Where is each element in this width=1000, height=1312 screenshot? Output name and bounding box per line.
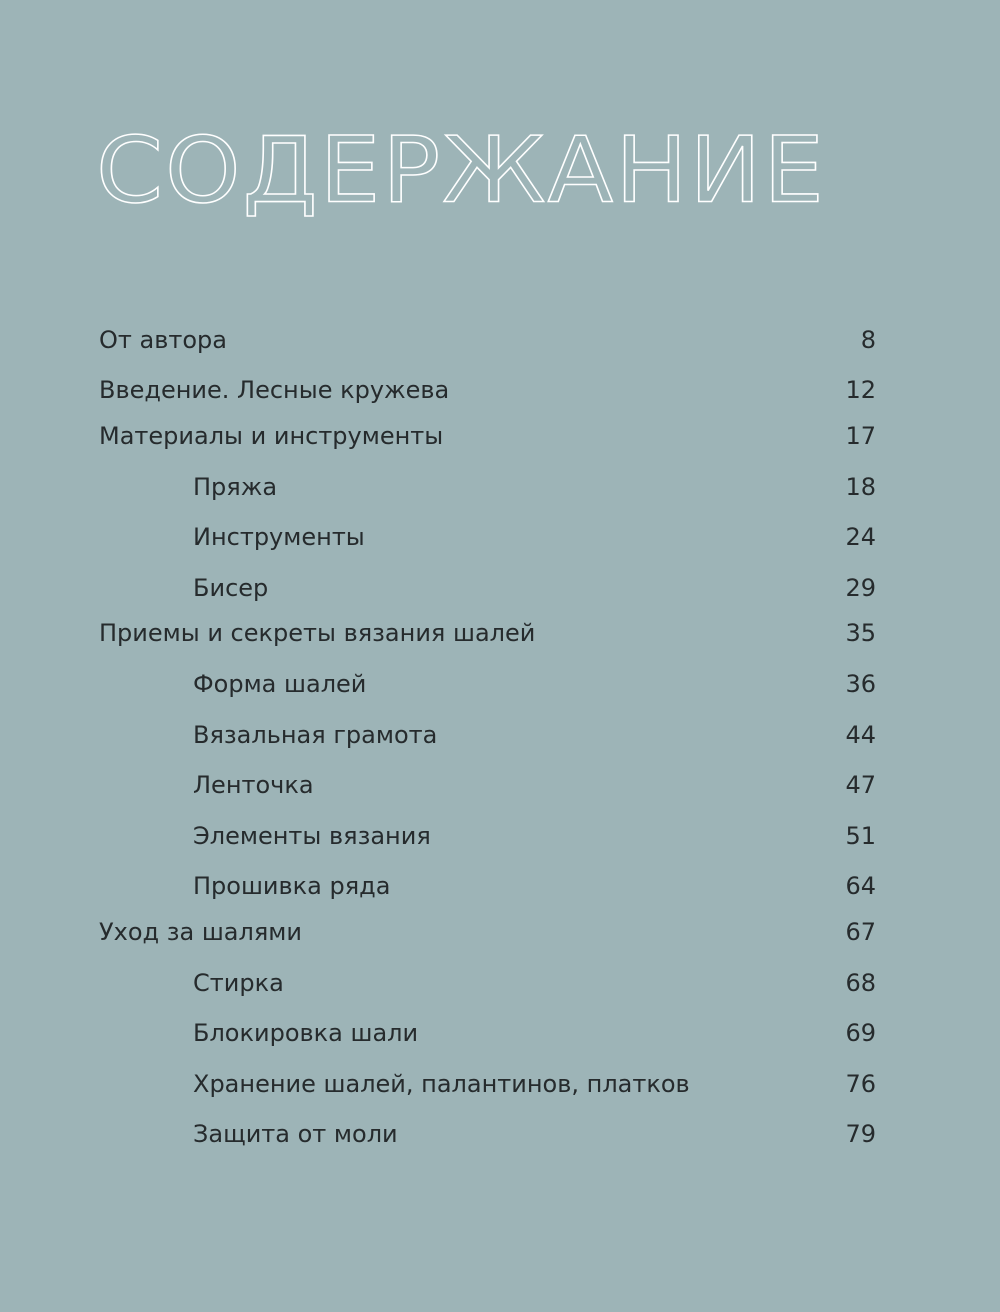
toc-entry-label: Хранение шалей, палантинов, платков — [193, 1070, 690, 1098]
toc-entry-page: 35 — [845, 619, 876, 647]
toc-entry-page: 69 — [845, 1019, 876, 1047]
toc-entry-label: Инструменты — [193, 523, 365, 551]
toc-entry-forma-shaley[interactable] — [193, 664, 876, 704]
toc-entry-page: 51 — [845, 822, 876, 850]
toc-entry-biser[interactable] — [193, 568, 876, 608]
toc-entry-page: 17 — [845, 422, 876, 450]
toc-entry-vvedenie[interactable] — [99, 370, 876, 410]
toc-entry-label: Вязальная грамота — [193, 721, 438, 749]
toc-entry-pryazha[interactable] — [193, 467, 876, 507]
toc-entry-label: Форма шалей — [193, 670, 367, 698]
toc-entry-label: Прошивка ряда — [193, 872, 391, 900]
toc-entry-instrumenty[interactable] — [193, 517, 876, 557]
toc-entry-page: 79 — [845, 1120, 876, 1148]
toc-entry-page: 47 — [845, 771, 876, 799]
toc-entry-khranenie[interactable] — [193, 1064, 876, 1104]
toc-entry-page: 67 — [845, 918, 876, 946]
toc-entry-vyazalnaya-gramota[interactable] — [193, 715, 876, 755]
toc-entry-elementy-vyazaniya[interactable] — [193, 816, 876, 856]
toc-entry-zashchita-ot-moli[interactable] — [193, 1114, 876, 1154]
toc-entry-label: Пряжа — [193, 473, 278, 501]
toc-entry-page: 44 — [845, 721, 876, 749]
toc-entry-blokirovka[interactable] — [193, 1013, 876, 1053]
toc-entry-label: От автора — [99, 326, 227, 354]
toc-entry-page: 8 — [860, 326, 876, 354]
toc-entry-page: 29 — [845, 574, 876, 602]
toc-entry-ot-avtora[interactable] — [99, 320, 876, 360]
toc-entry-page: 24 — [845, 523, 876, 551]
toc-entry-stirka[interactable] — [193, 963, 876, 1003]
toc-entry-label: Уход за шалями — [99, 918, 302, 946]
toc-entry-page: 12 — [845, 376, 876, 404]
toc-entry-label: Ленточка — [193, 771, 314, 799]
toc-entry-page: 76 — [845, 1070, 876, 1098]
toc-entry-label: Приемы и секреты вязания шалей — [99, 619, 536, 647]
page-title: СОДЕРЖАНИЕ — [96, 117, 826, 224]
toc-entry-materialy[interactable] — [99, 416, 876, 456]
toc-entry-page: 18 — [845, 473, 876, 501]
toc-entry-label: Элементы вязания — [193, 822, 431, 850]
toc-entry-priemy[interactable] — [99, 613, 876, 653]
toc-entry-label: Стирка — [193, 969, 284, 997]
toc-entry-label: Материалы и инструменты — [99, 422, 444, 450]
toc-entry-label: Бисер — [193, 574, 269, 602]
toc-entry-label: Введение. Лесные кружева — [99, 376, 450, 404]
toc-entry-page: 36 — [845, 670, 876, 698]
toc-entry-lentochka[interactable] — [193, 765, 876, 805]
toc-entry-ukhod[interactable] — [99, 912, 876, 952]
toc-entry-page: 68 — [845, 969, 876, 997]
toc-entry-label: Блокировка шали — [193, 1019, 419, 1047]
toc-entry-page: 64 — [845, 872, 876, 900]
toc-entry-label: Защита от моли — [193, 1120, 398, 1148]
toc-entry-proshivka-ryada[interactable] — [193, 866, 876, 906]
